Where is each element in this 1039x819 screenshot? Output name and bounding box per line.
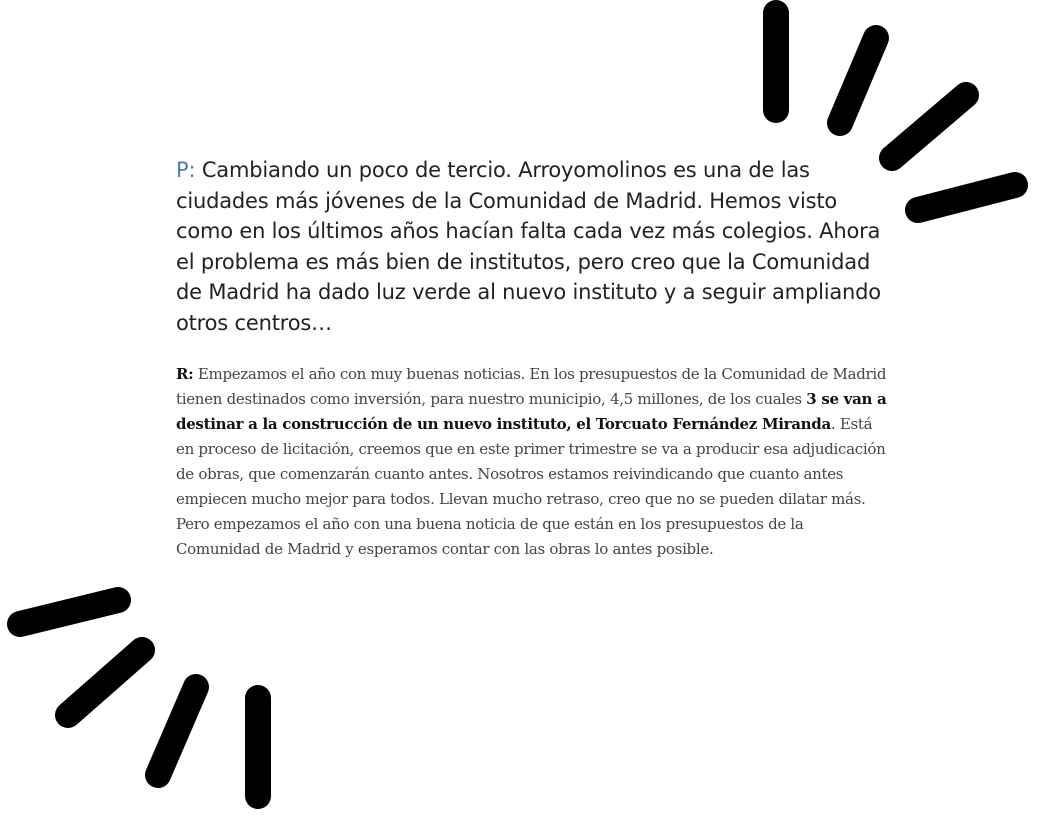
interview-article [176, 155, 896, 562]
burst-line-top-3 [892, 95, 966, 158]
question-text: Cambiando un poco de tercio. Arroyomolinos es una de las ciudades más jóvenes de la Comunidad de Madrid. Hemos visto como en los últimos años hacían falta cada vez más colegios. Ahora el problema es más bien de institutos, pero creo que la Comunidad de Madrid ha dado luz verde al nuevo instituto y a seguir ampliando otros centros… [176, 158, 881, 335]
burst-line-bottom-2 [68, 650, 142, 715]
bottom-left-burst-lines [20, 600, 258, 796]
interview-answer [176, 362, 888, 562]
question-marker: P: [176, 158, 196, 182]
answer-marker: R: [176, 365, 194, 383]
answer-text-before: Empezamos el año con muy buenas noticias. En los presupuestos de la Comunidad de Madrid tienen destinados como inversión, para nuestro municipio, 4,5 millones, de los cuales [176, 365, 887, 408]
burst-line-top-4 [918, 185, 1015, 210]
answer-text-after: . Está en proceso de licitación, creemos que en este primer trimestre se va a producir esa adjudicación de obras, que comenzarán cuanto antes. Nosotros estamos reivindicando que cuanto antes empiecen mucho mejor para todos. Llevan mucho retraso, creo que no se pueden dilatar más. Pero empezamos el año con una buena noticia de que están en los presupuestos de la Comunidad de Madrid y esperamos contar con las obras lo antes posible. [176, 415, 886, 558]
interview-question [176, 155, 896, 338]
burst-line-bottom-1 [20, 600, 118, 624]
answer-highlight: 3 se van a destinar a la construcción de un nuevo instituto, el Torcuato Fernández Miranda [176, 390, 887, 433]
burst-line-top-2 [840, 38, 876, 123]
burst-line-bottom-3 [158, 687, 196, 775]
